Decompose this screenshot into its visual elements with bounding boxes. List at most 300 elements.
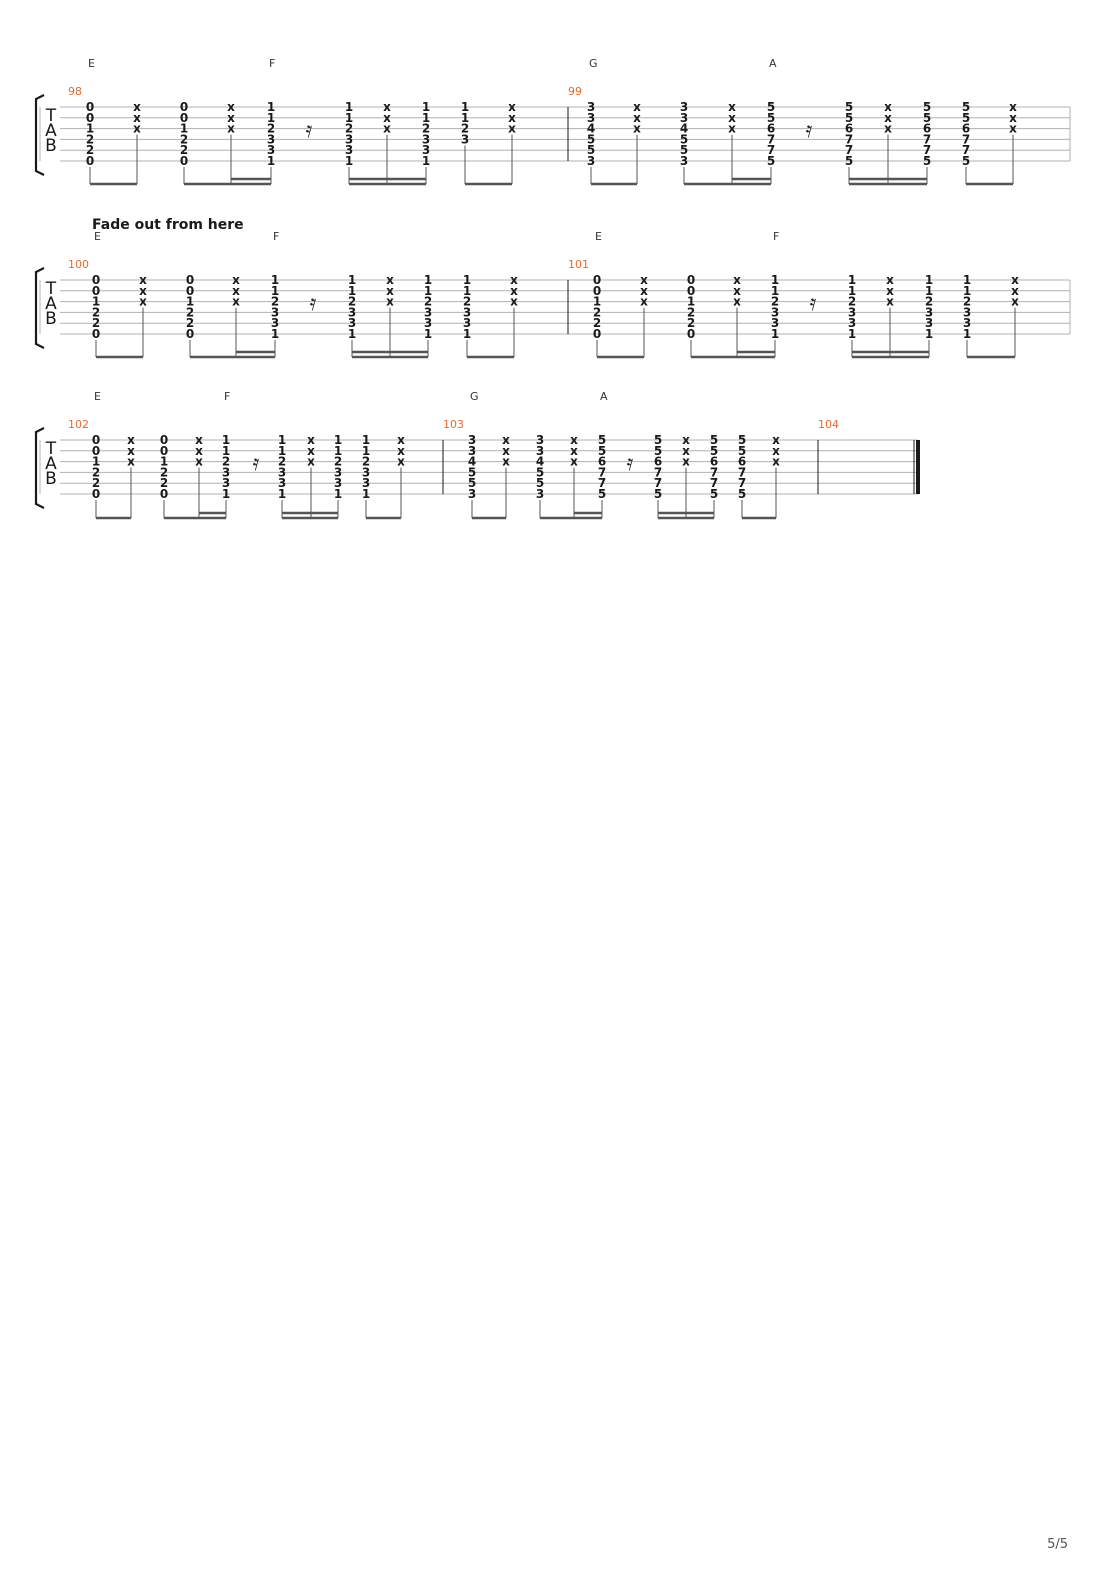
- fret-number: 0: [159, 487, 169, 501]
- chord-name: E: [94, 230, 101, 243]
- tab-clef-letter: B: [45, 469, 57, 489]
- dead-note: x: [502, 454, 510, 469]
- chord-name: G: [589, 57, 598, 70]
- fret-number: 0: [85, 154, 95, 168]
- chord-name: A: [769, 57, 777, 70]
- fret-number: 1: [347, 283, 357, 298]
- chord-name: E: [595, 230, 602, 243]
- fret-number: 2: [686, 316, 696, 331]
- dead-note: x: [195, 443, 203, 458]
- fret-number: 5: [467, 465, 477, 480]
- fret-number: 1: [91, 294, 101, 309]
- fret-number: 7: [766, 143, 776, 158]
- fret-number: 1: [270, 327, 280, 341]
- fret-number: 3: [266, 143, 276, 158]
- fret-number: 2: [277, 454, 287, 469]
- fret-number: 2: [185, 305, 195, 320]
- fret-number: 1: [423, 273, 433, 287]
- fret-number: 1: [924, 327, 934, 341]
- fret-number: 5: [679, 143, 689, 158]
- fret-number: 1: [847, 273, 857, 287]
- fret-number: 2: [185, 316, 195, 331]
- measure-number: 100: [68, 258, 89, 271]
- fret-number: 2: [847, 294, 857, 309]
- fret-number: 6: [709, 454, 719, 469]
- fret-number: 5: [737, 433, 747, 447]
- fret-number: 7: [961, 132, 971, 147]
- fret-number: 2: [85, 132, 95, 147]
- fret-number: 2: [91, 476, 101, 491]
- fret-number: 0: [91, 487, 101, 501]
- fret-number: 3: [347, 316, 357, 331]
- section-annotation: Fade out from here: [92, 217, 244, 233]
- tab-clef-letter: T: [45, 106, 57, 126]
- fret-number: 3: [333, 465, 343, 480]
- fret-number: 5: [922, 154, 932, 168]
- fret-number: 5: [586, 143, 596, 158]
- dead-note: x: [397, 443, 405, 458]
- dead-note: x: [133, 100, 141, 114]
- fret-number: 2: [91, 305, 101, 320]
- dead-note: x: [508, 110, 516, 125]
- fret-number: 3: [924, 305, 934, 320]
- tab-clef-letter: A: [45, 454, 57, 474]
- fret-number: 3: [333, 476, 343, 491]
- dead-note: x: [383, 110, 391, 125]
- fret-number: 5: [586, 132, 596, 147]
- fret-number: 5: [535, 476, 545, 491]
- dead-note: x: [227, 110, 235, 125]
- dead-note: x: [232, 294, 240, 309]
- fret-number: 6: [922, 121, 932, 136]
- dead-note: x: [502, 433, 510, 447]
- fret-number: 3: [467, 433, 477, 447]
- fret-number: 3: [586, 154, 596, 168]
- dead-note: x: [227, 100, 235, 114]
- dead-note: x: [307, 454, 315, 469]
- fret-number: 3: [467, 443, 477, 458]
- fret-number: 4: [467, 454, 477, 469]
- dead-note: x: [508, 100, 516, 114]
- fret-number: 2: [460, 121, 470, 136]
- fret-number: 3: [344, 132, 354, 147]
- fret-number: 7: [737, 476, 747, 491]
- fret-number: 5: [766, 100, 776, 114]
- fret-number: 0: [185, 273, 195, 287]
- fret-number: 1: [333, 487, 343, 501]
- fret-number: 1: [270, 283, 280, 298]
- fret-number: 3: [270, 305, 280, 320]
- fret-number: 5: [766, 154, 776, 168]
- dead-note: x: [1011, 283, 1019, 298]
- measure-number: 102: [68, 418, 89, 431]
- fret-number: 2: [361, 454, 371, 469]
- dead-note: x: [682, 433, 690, 447]
- page-number: 5/5: [1047, 1537, 1068, 1552]
- fret-number: 2: [179, 132, 189, 147]
- dead-note: x: [772, 443, 780, 458]
- fret-number: 7: [653, 476, 663, 491]
- fret-number: 5: [961, 154, 971, 168]
- tab-clef-letter: B: [45, 309, 57, 329]
- fret-number: 3: [962, 316, 972, 331]
- fret-number: 7: [922, 143, 932, 158]
- fret-number: 1: [924, 273, 934, 287]
- dead-note: x: [307, 443, 315, 458]
- dead-note: x: [232, 273, 240, 287]
- fret-number: 5: [922, 110, 932, 125]
- sixteenth-rest: 𝄿: [805, 118, 813, 143]
- dead-note: x: [139, 294, 147, 309]
- chord-name: F: [224, 390, 231, 403]
- dead-note: x: [633, 100, 641, 114]
- fret-number: 4: [535, 454, 545, 469]
- dead-note: x: [682, 443, 690, 458]
- fret-number: 3: [586, 110, 596, 125]
- fret-number: 2: [592, 316, 602, 331]
- fret-number: 1: [347, 327, 357, 341]
- fret-number: 0: [91, 273, 101, 287]
- fret-number: 3: [847, 316, 857, 331]
- fret-number: 3: [421, 132, 431, 147]
- fret-number: 2: [270, 294, 280, 309]
- fret-number: 3: [467, 487, 477, 501]
- fret-number: 1: [462, 327, 472, 341]
- fret-number: 0: [185, 283, 195, 298]
- fret-number: 2: [770, 294, 780, 309]
- fret-number: 1: [460, 110, 470, 125]
- fret-number: 3: [277, 465, 287, 480]
- dead-note: x: [640, 283, 648, 298]
- dead-note: x: [570, 443, 578, 458]
- dead-note: x: [232, 283, 240, 298]
- fret-number: 1: [423, 327, 433, 341]
- fret-number: 2: [159, 465, 169, 480]
- dead-note: x: [728, 110, 736, 125]
- fret-number: 2: [344, 121, 354, 136]
- fret-number: 4: [679, 121, 689, 136]
- tab-clef-letter: T: [45, 279, 57, 299]
- dead-note: x: [139, 283, 147, 298]
- measure-number: 103: [443, 418, 464, 431]
- fret-number: 3: [770, 316, 780, 331]
- fret-number: 2: [91, 465, 101, 480]
- fret-number: 3: [347, 305, 357, 320]
- fret-number: 0: [179, 110, 189, 125]
- fret-number: 7: [922, 132, 932, 147]
- sixteenth-rest: 𝄿: [305, 118, 313, 143]
- fret-number: 1: [85, 121, 95, 136]
- chord-name: E: [88, 57, 95, 70]
- tab-clef-letter: A: [45, 121, 57, 141]
- fret-number: 3: [679, 100, 689, 114]
- chord-name: E: [94, 390, 101, 403]
- fret-number: 1: [221, 487, 231, 501]
- fret-number: 0: [85, 100, 95, 114]
- fret-number: 2: [85, 143, 95, 158]
- fret-number: 7: [844, 132, 854, 147]
- fret-number: 2: [221, 454, 231, 469]
- dead-note: x: [127, 443, 135, 458]
- dead-note: x: [1011, 273, 1019, 287]
- fret-number: 5: [961, 110, 971, 125]
- dead-note: x: [1009, 100, 1017, 114]
- dead-note: x: [510, 273, 518, 287]
- dead-note: x: [510, 283, 518, 298]
- fret-number: 1: [462, 273, 472, 287]
- dead-note: x: [886, 294, 894, 309]
- dead-note: x: [884, 121, 892, 136]
- fret-number: 2: [347, 294, 357, 309]
- dead-note: x: [386, 273, 394, 287]
- fret-number: 2: [462, 294, 472, 309]
- fret-number: 5: [653, 487, 663, 501]
- sixteenth-rest: 𝄿: [809, 291, 817, 316]
- fret-number: 5: [535, 465, 545, 480]
- fret-number: 0: [592, 273, 602, 287]
- fret-number: 2: [924, 294, 934, 309]
- fret-number: 1: [221, 443, 231, 458]
- dead-note: x: [502, 443, 510, 458]
- fret-number: 2: [423, 294, 433, 309]
- fret-number: 1: [962, 273, 972, 287]
- dead-note: x: [633, 121, 641, 136]
- fret-number: 1: [361, 487, 371, 501]
- fret-number: 0: [592, 283, 602, 298]
- fret-number: 0: [592, 327, 602, 341]
- chord-name: F: [269, 57, 276, 70]
- fret-number: 5: [597, 443, 607, 458]
- fret-number: 5: [709, 443, 719, 458]
- fret-number: 6: [737, 454, 747, 469]
- dead-note: x: [510, 294, 518, 309]
- fret-number: 1: [686, 294, 696, 309]
- dead-note: x: [383, 100, 391, 114]
- fret-number: 3: [221, 476, 231, 491]
- dead-note: x: [1009, 121, 1017, 136]
- fret-number: 1: [344, 100, 354, 114]
- fret-number: 1: [460, 100, 470, 114]
- fret-number: 1: [91, 454, 101, 469]
- fret-number: 0: [179, 100, 189, 114]
- fret-number: 1: [185, 294, 195, 309]
- fret-number: 3: [361, 476, 371, 491]
- fret-number: 7: [597, 476, 607, 491]
- fret-number: 2: [592, 305, 602, 320]
- dead-note: x: [383, 121, 391, 136]
- dead-note: x: [884, 110, 892, 125]
- fret-number: 5: [467, 476, 477, 491]
- dead-note: x: [133, 121, 141, 136]
- fret-number: 1: [277, 433, 287, 447]
- fret-number: 0: [91, 327, 101, 341]
- fret-number: 3: [460, 132, 470, 147]
- fret-number: 3: [361, 465, 371, 480]
- fret-number: 2: [91, 316, 101, 331]
- fret-number: 1: [462, 283, 472, 298]
- dead-note: x: [886, 273, 894, 287]
- fret-number: 1: [770, 273, 780, 287]
- fret-number: 0: [91, 443, 101, 458]
- fret-number: 5: [597, 487, 607, 501]
- fret-number: 5: [766, 110, 776, 125]
- fret-number: 1: [847, 327, 857, 341]
- fret-number: 1: [421, 154, 431, 168]
- fret-number: 3: [462, 305, 472, 320]
- dead-note: x: [570, 433, 578, 447]
- fret-number: 1: [962, 327, 972, 341]
- fret-number: 1: [962, 283, 972, 298]
- fret-number: 2: [421, 121, 431, 136]
- fret-number: 1: [361, 443, 371, 458]
- dead-note: x: [640, 273, 648, 287]
- fret-number: 4: [586, 121, 596, 136]
- fret-number: 0: [91, 433, 101, 447]
- dead-note: x: [772, 454, 780, 469]
- fret-number: 3: [586, 100, 596, 114]
- fret-number: 3: [679, 154, 689, 168]
- fret-number: 1: [423, 283, 433, 298]
- fret-number: 0: [179, 154, 189, 168]
- fret-number: 3: [535, 443, 545, 458]
- fret-number: 0: [159, 433, 169, 447]
- fret-number: 2: [686, 305, 696, 320]
- sixteenth-rest: 𝄿: [626, 451, 634, 476]
- dead-note: x: [640, 294, 648, 309]
- fret-number: 7: [766, 132, 776, 147]
- dead-note: x: [307, 433, 315, 447]
- fret-number: 1: [159, 454, 169, 469]
- dead-note: x: [1011, 294, 1019, 309]
- tab-clef-letter: T: [45, 439, 57, 459]
- fret-number: 1: [179, 121, 189, 136]
- dead-note: x: [386, 283, 394, 298]
- dead-note: x: [227, 121, 235, 136]
- fret-number: 1: [361, 433, 371, 447]
- fret-number: 5: [597, 433, 607, 447]
- fret-number: 5: [679, 132, 689, 147]
- fret-number: 5: [844, 110, 854, 125]
- fret-number: 1: [347, 273, 357, 287]
- fret-number: 7: [709, 465, 719, 480]
- fret-number: 1: [270, 273, 280, 287]
- dead-note: x: [728, 100, 736, 114]
- dead-note: x: [195, 433, 203, 447]
- fret-number: 0: [686, 283, 696, 298]
- fret-number: 1: [266, 110, 276, 125]
- fret-number: 3: [277, 476, 287, 491]
- dead-note: x: [508, 121, 516, 136]
- fret-number: 1: [770, 283, 780, 298]
- chord-name: F: [273, 230, 280, 243]
- fret-number: 6: [766, 121, 776, 136]
- fret-number: 3: [270, 316, 280, 331]
- fret-number: 5: [709, 487, 719, 501]
- fret-number: 5: [709, 433, 719, 447]
- fret-number: 0: [185, 327, 195, 341]
- dead-note: x: [886, 283, 894, 298]
- measure-number: 101: [568, 258, 589, 271]
- dead-note: x: [733, 283, 741, 298]
- fret-number: 7: [737, 465, 747, 480]
- fret-number: 2: [179, 143, 189, 158]
- fret-number: 2: [962, 294, 972, 309]
- dead-note: x: [884, 100, 892, 114]
- fret-number: 1: [421, 100, 431, 114]
- fret-number: 1: [770, 327, 780, 341]
- fret-number: 1: [344, 154, 354, 168]
- fret-number: 5: [844, 154, 854, 168]
- fret-number: 1: [277, 443, 287, 458]
- fret-number: 7: [709, 476, 719, 491]
- chord-name: A: [600, 390, 608, 403]
- fret-number: 6: [597, 454, 607, 469]
- measure-number: 98: [68, 85, 82, 98]
- fret-number: 3: [535, 487, 545, 501]
- dead-note: x: [386, 294, 394, 309]
- fret-number: 1: [592, 294, 602, 309]
- dead-note: x: [733, 273, 741, 287]
- measure-number: 99: [568, 85, 582, 98]
- fret-number: 5: [844, 100, 854, 114]
- fret-number: 5: [922, 100, 932, 114]
- fret-number: 7: [961, 143, 971, 158]
- measure-number: 104: [818, 418, 839, 431]
- fret-number: 0: [91, 283, 101, 298]
- dead-note: x: [133, 110, 141, 125]
- dead-note: x: [733, 294, 741, 309]
- fret-number: 1: [221, 433, 231, 447]
- fret-number: 7: [844, 143, 854, 158]
- fret-number: 2: [333, 454, 343, 469]
- fret-number: 3: [962, 305, 972, 320]
- fret-number: 3: [535, 433, 545, 447]
- fret-number: 1: [847, 283, 857, 298]
- chord-name: G: [470, 390, 479, 403]
- fret-number: 3: [847, 305, 857, 320]
- fret-number: 7: [597, 465, 607, 480]
- tab-clef-letter: B: [45, 136, 57, 156]
- fret-number: 1: [333, 443, 343, 458]
- fret-number: 3: [770, 305, 780, 320]
- fret-number: 0: [686, 327, 696, 341]
- sixteenth-rest: 𝄿: [309, 291, 317, 316]
- fret-number: 7: [653, 465, 663, 480]
- fret-number: 0: [85, 110, 95, 125]
- tab-clef-letter: A: [45, 294, 57, 314]
- fret-number: 0: [686, 273, 696, 287]
- fret-number: 5: [961, 100, 971, 114]
- fret-number: 0: [159, 443, 169, 458]
- dead-note: x: [127, 454, 135, 469]
- fret-number: 1: [344, 110, 354, 125]
- fret-number: 1: [421, 110, 431, 125]
- dead-note: x: [195, 454, 203, 469]
- fret-number: 5: [737, 443, 747, 458]
- fret-number: 3: [221, 465, 231, 480]
- fret-number: 1: [333, 433, 343, 447]
- fret-number: 6: [961, 121, 971, 136]
- fret-number: 6: [653, 454, 663, 469]
- fret-number: 5: [653, 443, 663, 458]
- fret-number: 1: [266, 154, 276, 168]
- dead-note: x: [633, 110, 641, 125]
- fret-number: 5: [653, 433, 663, 447]
- fret-number: 3: [421, 143, 431, 158]
- fret-number: 5: [737, 487, 747, 501]
- chord-name: F: [773, 230, 780, 243]
- fret-number: 3: [266, 132, 276, 147]
